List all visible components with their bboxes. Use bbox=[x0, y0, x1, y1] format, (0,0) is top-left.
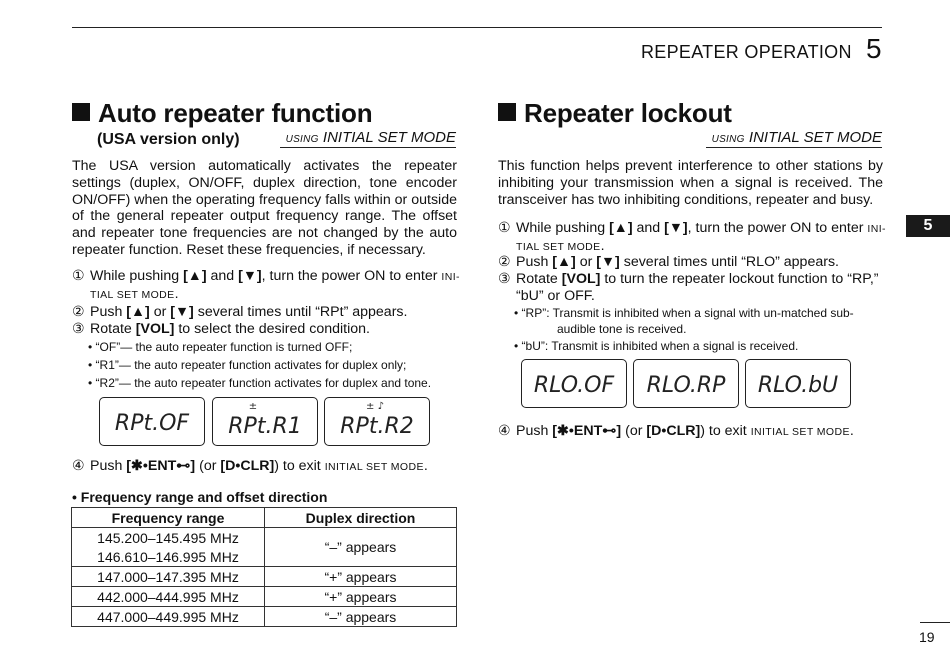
step-text: While pushing bbox=[516, 220, 610, 236]
table-header-row bbox=[72, 508, 457, 528]
step-3 bbox=[72, 321, 370, 338]
step-number: ③ bbox=[498, 271, 511, 287]
clr-key-label: [D•CLR] bbox=[220, 458, 275, 474]
step-text: . bbox=[423, 458, 428, 474]
up-key-label: [▲] bbox=[552, 254, 576, 270]
lcd-display-rpt-r1 bbox=[212, 397, 318, 446]
column-header: Duplex direction bbox=[265, 508, 457, 528]
mode-name: TIAL SET MODE bbox=[90, 289, 175, 301]
step-text: several times until “RPt” appears. bbox=[193, 304, 408, 320]
step-text: or bbox=[149, 304, 171, 320]
bullet-rp: • “RP”: Transmit is inhibited when a signal with un-matched sub- bbox=[514, 306, 854, 320]
lcd-display-rlo-rp bbox=[633, 359, 739, 408]
step-text: several times until “RLO” appears. bbox=[619, 254, 839, 270]
up-key-label: [▲] bbox=[126, 304, 150, 320]
step-text: to turn the repeater lockout function to “RP,” bbox=[600, 271, 879, 287]
clr-key-label: [D•CLR] bbox=[646, 423, 701, 439]
using-label: USING bbox=[711, 134, 745, 145]
lcd-text: RPt.R1 bbox=[228, 414, 302, 439]
step-1 bbox=[498, 220, 888, 256]
lcd-display-rpt-r2 bbox=[324, 397, 430, 446]
table-cell: 447.000–449.995 MHz bbox=[72, 607, 265, 627]
mode-name: INITIAL SET MODE bbox=[750, 426, 850, 438]
column-header: Frequency range bbox=[72, 508, 265, 528]
step-4 bbox=[498, 423, 854, 441]
using-label: USING bbox=[285, 134, 319, 145]
section-title-text: Auto repeater function bbox=[98, 98, 373, 128]
step-number: ① bbox=[72, 268, 85, 284]
table-cell: 442.000–444.995 MHz bbox=[72, 587, 265, 607]
table-cell: 145.200–145.495 MHz bbox=[72, 528, 265, 548]
intro-paragraph: This function helps prevent interference to other stations by inhibiting your transmission when a signal is received. The transceiver has two inhibiting conditions, repeater and busy. bbox=[498, 158, 883, 208]
page-number: 19 bbox=[919, 629, 935, 645]
footer-rule bbox=[920, 622, 950, 623]
step-text: ) to exit bbox=[274, 458, 325, 474]
ent-key-label: [✱•ENT⊷] bbox=[552, 423, 622, 439]
header-rule bbox=[72, 27, 882, 28]
step-2 bbox=[72, 304, 407, 321]
step-text: , turn the power ON to enter bbox=[261, 268, 442, 284]
chapter-title: REPEATER OPERATION bbox=[641, 42, 852, 62]
up-key-label: [▲] bbox=[609, 220, 633, 236]
mode-name: INITIAL SET MODE bbox=[324, 461, 424, 473]
section-title-text: Repeater lockout bbox=[524, 98, 732, 128]
down-key-label: [▼] bbox=[238, 268, 262, 284]
lcd-display-rlo-of bbox=[521, 359, 627, 408]
step-1 bbox=[72, 268, 462, 304]
step-text: (or bbox=[621, 423, 647, 439]
lcd-segments bbox=[325, 398, 429, 445]
step-text: “bU” or OFF. bbox=[516, 288, 595, 304]
bullet-r2: • “R2”— the auto repeater function activates for duplex and tone. bbox=[88, 376, 432, 390]
step-text: and bbox=[632, 220, 665, 236]
table-row bbox=[72, 607, 457, 627]
lcd-display-rpt-of bbox=[99, 397, 205, 446]
lcd-segments bbox=[100, 398, 204, 445]
set-mode-text: INITIAL SET MODE bbox=[748, 129, 882, 146]
step-number: ④ bbox=[498, 423, 511, 439]
section-title-auto-repeater bbox=[72, 98, 372, 129]
lcd-text: RPt.OF bbox=[114, 411, 190, 436]
step-3 bbox=[498, 271, 888, 305]
mode-name: TIAL SET MODE bbox=[516, 241, 601, 253]
frequency-table bbox=[71, 507, 457, 627]
down-key-label: [▼] bbox=[170, 304, 194, 320]
step-text: Push bbox=[516, 254, 553, 270]
vol-key-label: [VOL] bbox=[561, 271, 601, 287]
step-text: Push bbox=[90, 458, 127, 474]
step-text: Rotate bbox=[90, 321, 136, 337]
step-number: ② bbox=[498, 254, 511, 270]
step-text: . bbox=[174, 286, 179, 302]
duplex-indicator: ± bbox=[248, 401, 258, 412]
step-text: ) to exit bbox=[700, 423, 751, 439]
step-2 bbox=[498, 254, 839, 271]
bullet-rp-cont: audible tone is received. bbox=[557, 322, 687, 336]
square-bullet-icon bbox=[498, 103, 516, 121]
table-cell: 146.610–146.995 MHz bbox=[72, 547, 265, 567]
step-text: and bbox=[206, 268, 239, 284]
table-row bbox=[72, 567, 457, 587]
lcd-segments bbox=[746, 360, 850, 407]
step-text: to select the desired condition. bbox=[174, 321, 370, 337]
lcd-text: RLO.RP bbox=[646, 373, 726, 398]
ent-key-label: [✱•ENT⊷] bbox=[126, 458, 196, 474]
step-number: ④ bbox=[72, 458, 85, 474]
table-cell: “+” appears bbox=[265, 587, 457, 607]
chapter-tab: 5 bbox=[906, 215, 950, 237]
step-text: (or bbox=[195, 458, 221, 474]
mode-name: INI- bbox=[441, 271, 460, 283]
up-key-label: [▲] bbox=[183, 268, 207, 284]
bullet-r1: • “R1”— the auto repeater function activates for duplex only; bbox=[88, 358, 407, 372]
square-bullet-icon bbox=[72, 103, 90, 121]
intro-paragraph: The USA version automatically activates the repeater settings (duplex, ON/OFF, duplex direction, tone encoder ON/OFF) when the operating frequency falls within or outside of the general repeater output frequency range. The offset and repeater tone frequencies are not changed by the auto repeater function. Reset these frequencies, if necessary. bbox=[72, 158, 457, 258]
chapter-number: 5 bbox=[866, 33, 882, 64]
down-key-label: [▼] bbox=[596, 254, 620, 270]
lcd-segments bbox=[522, 360, 626, 407]
lcd-segments bbox=[634, 360, 738, 407]
table-cell: 147.000–147.395 MHz bbox=[72, 567, 265, 587]
step-text: . bbox=[600, 238, 605, 254]
section-subtitle: (USA version only) bbox=[97, 131, 240, 148]
section-title-repeater-lockout bbox=[498, 98, 732, 129]
table-row bbox=[72, 587, 457, 607]
duplex-tone-indicator: ± ♪ bbox=[366, 401, 384, 412]
lcd-text: RPt.R2 bbox=[340, 414, 414, 439]
step-4 bbox=[72, 458, 428, 476]
step-number: ① bbox=[498, 220, 511, 236]
step-text: Push bbox=[516, 423, 553, 439]
step-text: Push bbox=[90, 304, 127, 320]
lcd-text: RLO.OF bbox=[533, 373, 615, 398]
step-text: While pushing bbox=[90, 268, 184, 284]
mode-name: INI- bbox=[867, 223, 886, 235]
lcd-text: RLO.bU bbox=[757, 373, 839, 398]
table-cell: “+” appears bbox=[265, 567, 457, 587]
step-number: ③ bbox=[72, 321, 85, 337]
table-row bbox=[72, 528, 457, 548]
vol-key-label: [VOL] bbox=[135, 321, 175, 337]
step-text: or bbox=[575, 254, 597, 270]
set-mode-label bbox=[706, 129, 882, 148]
set-mode-label bbox=[280, 129, 456, 148]
lcd-segments bbox=[213, 398, 317, 445]
step-text: . bbox=[849, 423, 854, 439]
table-title: • Frequency range and offset direction bbox=[72, 489, 328, 505]
step-text: Rotate bbox=[516, 271, 562, 287]
step-text: , turn the power ON to enter bbox=[687, 220, 868, 236]
step-number: ② bbox=[72, 304, 85, 320]
lcd-display-rlo-bu bbox=[745, 359, 851, 408]
set-mode-text: INITIAL SET MODE bbox=[322, 129, 456, 146]
table-cell: “–” appears bbox=[265, 528, 457, 567]
table-cell: “–” appears bbox=[265, 607, 457, 627]
down-key-label: [▼] bbox=[664, 220, 688, 236]
bullet-of: • “OF”— the auto repeater function is turned OFF; bbox=[88, 340, 353, 354]
bullet-bu: • “bU”: Transmit is inhibited when a signal is received. bbox=[514, 339, 799, 353]
